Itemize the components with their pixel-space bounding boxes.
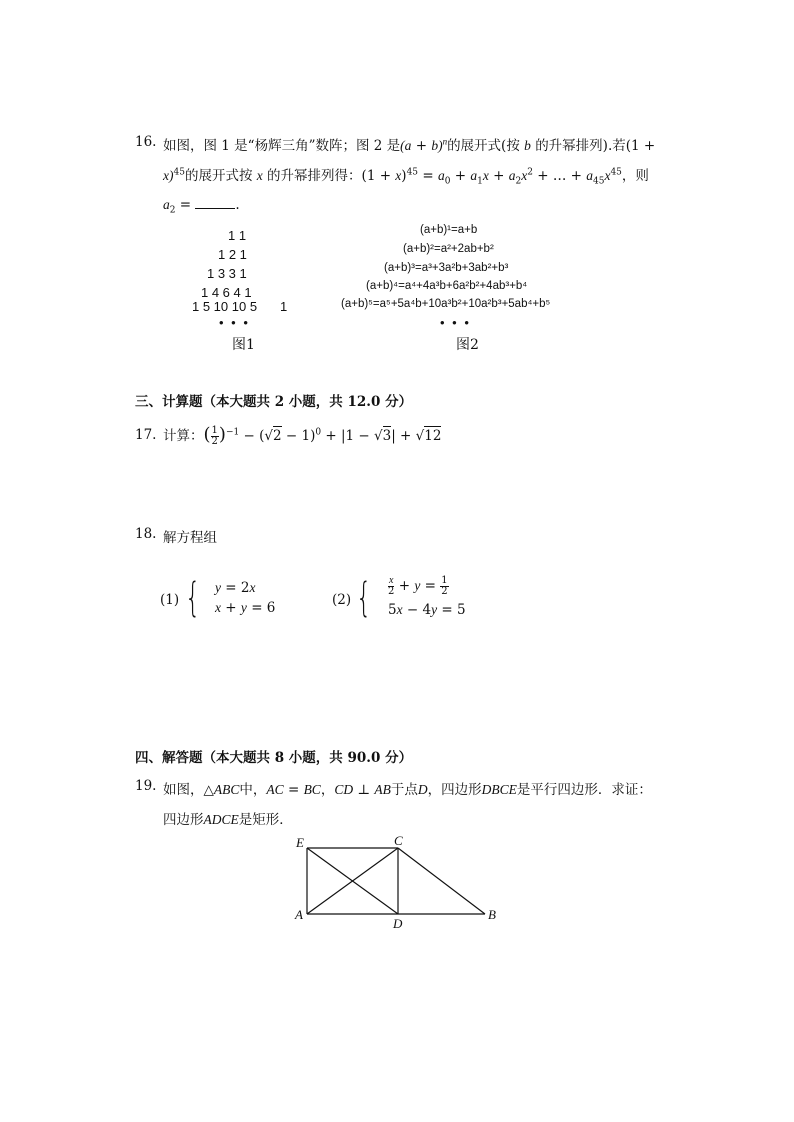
q16-number: 16.	[135, 134, 157, 150]
binomial-row-3: (a+b)³=a³+3a²b+3ab²+b³	[384, 262, 509, 274]
q19-figure	[290, 830, 510, 932]
q18-label: 解方程组	[163, 530, 217, 546]
triangle-row-3: 1 3 3 1	[207, 266, 247, 281]
q16-line3: $a_2$ = .	[163, 197, 240, 216]
point-label-B: B	[488, 907, 496, 922]
section-3-title: 三、计算题（本大题共 2 小题，共 12.0 分）	[135, 394, 413, 410]
fig1-caption: 图1	[232, 337, 255, 353]
triangle-row-2: 1 2 1	[218, 247, 247, 262]
binomial-row-2: (a+b)²=a²+2ab+b²	[403, 243, 494, 255]
triangle-row-1: 1 1	[228, 228, 247, 243]
triangle-row-5-end: 1	[280, 299, 288, 314]
q19-line2: 四边形ADCE是矩形．	[163, 812, 293, 828]
triangle-row-5: 1 5 10 10 5	[192, 299, 258, 314]
section-4-title: 四、解答题（本大题共 8 小题，共 90.0 分）	[135, 750, 413, 766]
q18-brace-2: {	[356, 575, 372, 621]
q18-part1-label: (1)	[160, 592, 180, 608]
triangle-row-4: 1 4 6 4 1	[201, 285, 252, 300]
q18-eq1a: y = 2x	[215, 580, 256, 596]
point-label-A: A	[295, 907, 303, 922]
answer-blank[interactable]	[195, 196, 235, 209]
point-label-C: C	[394, 833, 403, 848]
q17-expression: 计算：( $\frac{1}{2}$ )$^{-1} - (√2 - 1)^0 + |1 - √3| + √12$	[163, 424, 442, 447]
point-label-D: D	[393, 916, 403, 931]
binomial-row-4: (a+b)⁴=a⁴+4a³b+6a²b²+4ab³+b⁴	[366, 280, 528, 292]
fig1-dots: • • •	[219, 315, 250, 330]
fig2-dots: • • •	[440, 315, 471, 330]
q18-part2-label: (2)	[332, 592, 352, 608]
binomial-row-5: (a+b)⁵=a⁵+5a⁴b+10a³b²+10a²b³+5ab⁴+b⁵	[341, 298, 551, 310]
q18-number: 18.	[135, 526, 157, 542]
q19-number: 19.	[135, 778, 157, 794]
q18-eq1b: x + y = 6	[215, 600, 276, 616]
q18-eq2b: 5x − 4y = 5	[388, 602, 466, 618]
q17-number: 17.	[135, 427, 157, 443]
q16-line2: x)$^{45}$的展开式按 x 的升幂排列得：$(1 + x)^{45} = a_0 + a_1x + a_2x^2$ + … + $a_{45}x^{45}$，则	[163, 167, 649, 187]
q18-eq2a: $\frac{x}{2}$ + y = $\frac{1}{2}$	[388, 575, 448, 597]
segment-CB	[398, 848, 485, 914]
q19-line1: 如图，△ABC中，AC = BC，CD ⊥ AB于点D，四边形DBCE是平行四边形．求证：	[163, 782, 652, 798]
point-label-E: E	[296, 835, 304, 850]
binomial-row-1: (a+b)¹=a+b	[420, 224, 478, 236]
q16-line1: 如图，图 1 是“杨辉三角”数阵；图 2 是$(a + b)^n$的展开式(按 b 的升幂排列).若(1 +	[163, 136, 656, 154]
q18-brace-1: {	[185, 575, 201, 621]
fig2-caption: 图2	[456, 337, 479, 353]
